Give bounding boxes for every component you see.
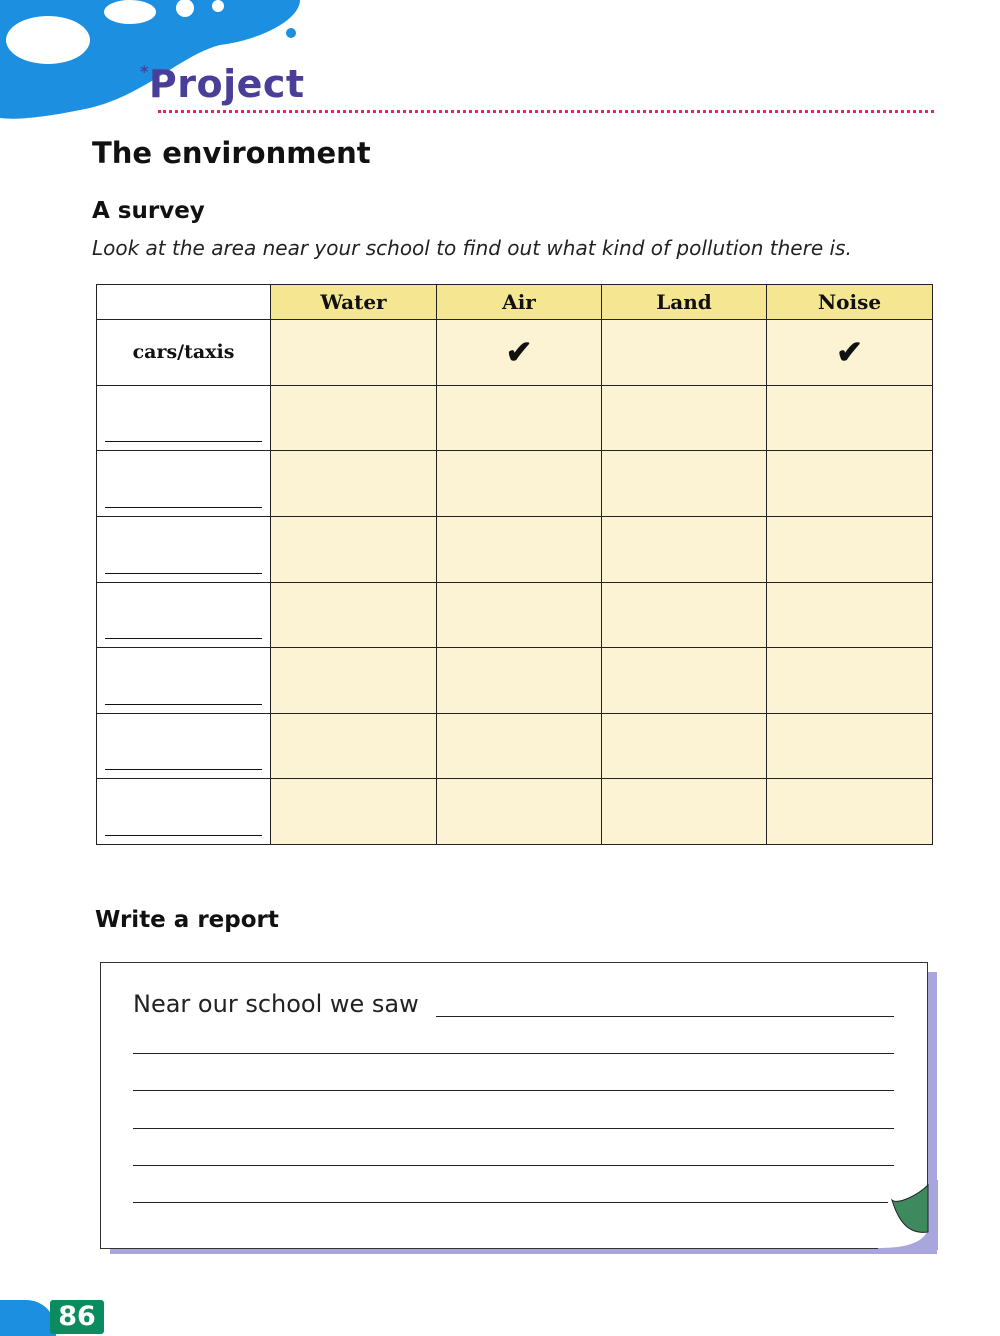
noise-cell[interactable] [767,451,933,517]
water-cell[interactable] [271,385,437,451]
air-cell[interactable] [437,385,602,451]
noise-cell[interactable] [767,516,933,582]
water-cell[interactable] [271,516,437,582]
report-heading: Write a report [95,907,279,933]
writing-line [105,638,262,639]
footer-blob-decoration [0,1300,56,1336]
table-row [97,582,933,648]
table-row [97,713,933,779]
header-divider [158,110,934,113]
noise-cell[interactable] [767,320,933,386]
water-cell[interactable] [271,779,437,845]
report-writing-line[interactable] [436,1016,894,1017]
report-writing-line[interactable] [133,1053,894,1054]
column-header-water: Water [271,285,437,320]
water-cell[interactable] [271,320,437,386]
air-cell[interactable] [437,713,602,779]
water-cell[interactable] [271,582,437,648]
check-mark: ✔ [836,333,863,372]
noise-cell[interactable] [767,582,933,648]
page-curl-decoration [878,1180,938,1250]
check-mark: ✔ [505,333,533,372]
row-label-blank[interactable] [97,385,271,451]
row-label-blank[interactable] [97,451,271,517]
air-cell[interactable] [437,516,602,582]
row-label: cars/taxis [97,320,271,386]
land-cell[interactable] [602,648,767,714]
survey-heading: A survey [92,198,205,224]
air-cell[interactable] [437,320,602,386]
writing-line [105,835,262,836]
title-marker: * [140,62,149,81]
writing-line [105,704,262,705]
column-header-noise: Noise [767,285,933,320]
section-title [140,62,305,106]
table-row [97,320,933,386]
air-cell[interactable] [437,779,602,845]
noise-cell[interactable] [767,385,933,451]
table-row [97,385,933,451]
land-cell[interactable] [602,779,767,845]
writing-line [105,507,262,508]
report-writing-line[interactable] [133,1202,888,1203]
report-sentence-start: Near our school we saw [133,990,419,1018]
land-cell[interactable] [602,385,767,451]
table-corner-cell [97,285,271,320]
row-label-blank[interactable] [97,779,271,845]
land-cell[interactable] [602,713,767,779]
column-header-air: Air [437,285,602,320]
table-header-row [97,285,933,320]
row-label-blank[interactable] [97,713,271,779]
section-label: Project [148,62,305,106]
row-label-blank[interactable] [97,648,271,714]
noise-cell[interactable] [767,713,933,779]
column-header-land: Land [602,285,767,320]
table-row [97,648,933,714]
air-cell[interactable] [437,582,602,648]
survey-instructions: Look at the area near your school to find out what kind of pollution there is. [92,236,852,260]
writing-line [105,441,262,442]
writing-line [105,769,262,770]
land-cell[interactable] [602,582,767,648]
table-row [97,779,933,845]
noise-cell[interactable] [767,779,933,845]
noise-cell[interactable] [767,648,933,714]
water-cell[interactable] [271,713,437,779]
page-title: The environment [92,136,371,170]
land-cell[interactable] [602,516,767,582]
writing-line [105,573,262,574]
row-label-blank[interactable] [97,582,271,648]
water-cell[interactable] [271,648,437,714]
table-row [97,451,933,517]
survey-table [96,284,933,845]
table-row [97,516,933,582]
report-writing-line[interactable] [133,1165,894,1166]
air-cell[interactable] [437,648,602,714]
page-number: 86 [50,1300,104,1334]
water-cell[interactable] [271,451,437,517]
land-cell[interactable] [602,451,767,517]
land-cell[interactable] [602,320,767,386]
air-cell[interactable] [437,451,602,517]
row-label-blank[interactable] [97,516,271,582]
report-writing-line[interactable] [133,1090,894,1091]
report-writing-line[interactable] [133,1128,894,1129]
